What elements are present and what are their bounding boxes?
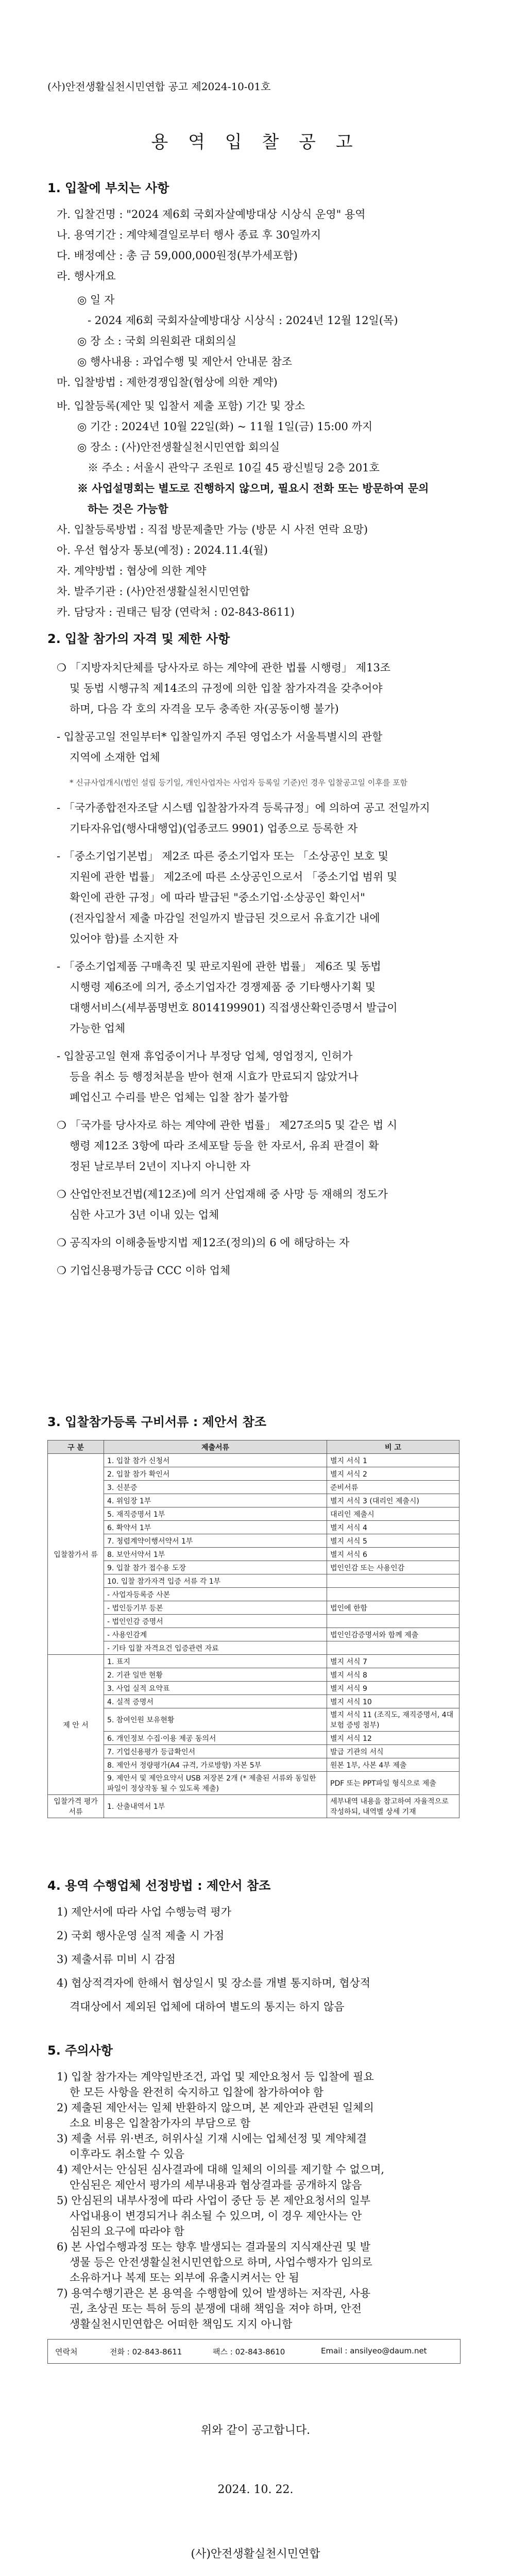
document-note: 별지 서식 3 (대리인 제출시) (327, 1494, 459, 1507)
document-note: 법인인감증명서와 함께 제출 (327, 1628, 459, 1641)
sec2-line: (전자입찰서 제출 마감일 전일까지 발급된 것으로서 유효기간 내에 (70, 912, 380, 924)
sec2-line: 및 동법 시행규칙 제14조의 규정에 의한 입찰 참가자격을 갖추어야 (70, 682, 383, 694)
document-note: 별지 서식 9 (327, 1682, 459, 1695)
sec1-line: 자. 계약방법 : 협상에 의한 계약 (57, 565, 207, 577)
sec3-heading: 3. 입찰참가등록 구비서류 : 제안서 참조 (47, 1415, 266, 1429)
document-item: 3. 사업 실적 요약표 (104, 1682, 327, 1695)
sec5-line: 생물 등은 안전생활실천시민연합으로 하며, 사업수행자가 임의로 (70, 2256, 372, 2268)
sec4-heading: 4. 용역 수행업체 선정방법 : 제안서 참조 (47, 1878, 271, 1893)
table-row (48, 1588, 459, 1601)
sec2-line: 대행서비스(세부품명번호 8014199901) 직접생산확인증명서 발급이 (70, 1002, 398, 1014)
document-item: - 사업자등록증 사본 (104, 1588, 327, 1601)
sec2-line: 등을 취소 등 행정처분을 받아 현재 시효가 만료되지 않았거나 (70, 1071, 359, 1083)
sec1-line: 다. 배정예산 : 총 금 59,000,000원정(부가세포함) (57, 249, 298, 262)
sec5-line: 한 모든 사항을 완전히 숙지하고 입찰에 참가하여야 함 (70, 2086, 324, 2098)
sec1-line: ◎ 장소 : (사)안전생활실천시민연합 회의실 (77, 441, 280, 453)
table-row (48, 1521, 459, 1534)
sec2-line: - 입찰공고일 현재 휴업중이거나 부정당 업체, 영업정지, 인허가 (57, 1050, 353, 1062)
sec1-line: 아. 우선 협상자 통보(예정) : 2024.11.4(월) (57, 544, 268, 556)
contact-email: Email : ansilyeo@daum.net (321, 2346, 427, 2355)
sec2-line: - 입찰공고일 전일부터* 입찰일까지 주된 영업소가 서울특별시의 관할 (57, 731, 383, 743)
document-item: 2. 입찰 참가 확인서 (104, 1467, 327, 1481)
sec1-heading: 1. 입찰에 부치는 사항 (47, 181, 169, 195)
sec4-line: 격대상에서 제외된 업체에 대하여 별도의 통지는 하지 않음 (70, 2001, 345, 2013)
sec1-line: 카. 담당자 : 권태근 팀장 (연락처 : 02-843-8611) (57, 606, 295, 618)
document-item: 9. 입찰 참가 접수용 도장 (104, 1561, 327, 1574)
sec2-line: 지역에 소재한 업체 (70, 751, 160, 764)
notice-number: (사)안전생활실천시민연합 공고 제2024-10-01호 (47, 80, 271, 93)
contact-fax: 팩스 : 02-843-8610 (213, 2347, 285, 2357)
sec5-line: 2) 제출된 제안서는 일체 반환하지 않으며, 본 제안과 관련된 일체의 (57, 2102, 374, 2114)
contact-phone: 전화 : 02-843-8611 (110, 2347, 182, 2357)
sec1-line: 나. 용역기간 : 계약체결일로부터 행사 종료 후 30일까지 (57, 229, 321, 241)
document-note: 별지 서식 2 (327, 1467, 459, 1481)
sec2-line: - 「중소기업기본법」 제2조 따른 중소기업자 또는 「소상공인 보호 및 (57, 850, 389, 862)
document-item: - 사용인감계 (104, 1628, 327, 1641)
document-item: 1. 표지 (104, 1655, 327, 1668)
sec5-line: 심된의 요구에 따라야 함 (70, 2225, 184, 2238)
group-name: 입찰참가서 류 (48, 1454, 104, 1655)
sec2-line: 확인에 관한 규정」에 따라 발급된 "중소기업·소상공인 확인서" (70, 891, 365, 904)
sec5-heading: 5. 주의사항 (47, 2043, 113, 2058)
document-item: 6. 확약서 1부 (104, 1521, 327, 1534)
document-item: 6. 개인정보 수집·이용 제공 동의서 (104, 1732, 327, 1745)
closing-date: 2024. 10. 22. (217, 2483, 294, 2496)
sec5-line: 소요 비용은 입찰참가자의 부담으로 함 (70, 2117, 251, 2129)
sec5-line: 생활실천시민연합은 어떠한 책임도 지지 아니함 (70, 2318, 293, 2330)
contact-box (47, 2339, 461, 2364)
document-note: 대리인 제출시 (327, 1507, 459, 1521)
sec4-line: 2) 국회 행사운영 실적 제출 시 가점 (57, 1929, 225, 1942)
table-row (48, 1758, 459, 1772)
document-note: 법인인감 또는 사용인감 (327, 1561, 459, 1574)
group-name: 입찰가격 평가서류 (48, 1795, 104, 1818)
sec5-line: 1) 입찰 참가자는 계약일반조건, 과업 및 제안요청서 등 입찰에 필요 (57, 2071, 374, 2083)
document-note (327, 1641, 459, 1655)
sec1-line: 바. 입찰등록(제안 및 입찰서 제출 포함) 기간 및 장소 (57, 400, 305, 412)
sec2-line: 심한 사고가 3년 이내 있는 업체 (70, 1209, 219, 1221)
document-note (327, 1574, 459, 1588)
document-item: 1. 산출내역서 1부 (104, 1795, 327, 1818)
document-item: - 기타 입찰 자격요건 입증관련 자료 (104, 1641, 327, 1655)
table-row (48, 1574, 459, 1588)
document-note: PDF 또는 PPT파일 형식으로 제출 (327, 1772, 459, 1795)
sec2-line: ❍ 공직자의 이해충돌방지법 제12조(정의)의 6 에 해당하는 자 (57, 1236, 350, 1249)
document-item: 5. 참여인원 보유현황 (104, 1708, 327, 1732)
document-item: 7. 청렴계약이행서약서 1부 (104, 1534, 327, 1548)
sec5-line: 안심된은 제안서 평가의 세부내용과 협상결과를 공개하지 않음 (70, 2179, 362, 2191)
document-note: 법인에 한함 (327, 1601, 459, 1615)
table-row (48, 1745, 459, 1758)
table-row (48, 1668, 459, 1682)
document-item: 4. 위임장 1부 (104, 1494, 327, 1507)
table-row (48, 1695, 459, 1708)
document-note: 별지 서식 5 (327, 1534, 459, 1548)
document-note: 별지 서식 1 (327, 1454, 459, 1467)
sec2-line: 있어야 함)를 소지한 자 (70, 933, 178, 945)
document-item: - 법인인감 증명서 (104, 1615, 327, 1628)
document-item: 10. 입찰 참가자격 입증 서류 각 1부 (104, 1574, 327, 1588)
sec1-line: ◎ 행사내용 : 과업수행 및 제안서 안내문 참조 (77, 355, 292, 368)
table-row (48, 1732, 459, 1745)
sec2-line: 가능한 업체 (70, 1022, 126, 1035)
table-row (48, 1467, 459, 1481)
document-item: 1. 입찰 참가 신청서 (104, 1454, 327, 1467)
sec1-line: ※ 사업설명회는 별도로 진행하지 않으며, 필요시 전화 또는 방문하여 문의 (77, 482, 429, 495)
sec1-line: 가. 입찰건명 : "2024 제6회 국회자살예방대상 시상식 운영" 용역 (57, 208, 366, 221)
sec5-line: 권, 초상권 또는 특허 등의 분쟁에 대해 책임을 져야 하며, 안전 (70, 2302, 362, 2315)
sec4-line: 4) 협상적격자에 한해서 협상일시 및 장소를 개별 통지하며, 협상적 (57, 1977, 371, 1989)
document-note: 별지 서식 8 (327, 1668, 459, 1682)
sec1-line: 차. 발주기관 : (사)안전생활실천시민연합 (57, 585, 250, 598)
table-row (48, 1682, 459, 1695)
sec1-line: ◎ 기간 : 2024년 10월 22일(화) ~ 11월 1일(금) 15:00 까지 (77, 420, 373, 433)
document-note: 세부내역 내용을 참고하여 자율적으로 작성하되, 내역별 상세 기재 (327, 1795, 459, 1818)
sec2-line: ❍ 산업안전보건법(제12조)에 의거 산업재해 중 사망 등 재해의 정도가 (57, 1188, 388, 1200)
sec2-line: ❍ 「지방자치단체를 당사자로 하는 계약에 관한 법률 시행령」 제13조 (57, 662, 391, 674)
table-row (48, 1795, 459, 1818)
document-item: 7. 기업신용평가 등급확인서 (104, 1745, 327, 1758)
document-note: 별지 서식 7 (327, 1655, 459, 1668)
sec1-line: 마. 입찰방법 : 제한경쟁입찰(협상에 의한 계약) (57, 376, 278, 388)
document-note: 별지 서식 11 (조직도, 재직증명서, 4대보험 증빙 첨부) (327, 1708, 459, 1732)
document-item: 3. 신분증 (104, 1481, 327, 1494)
sec2-line: 하며, 다음 각 호의 자격을 모두 충족한 자(공동이행 불가) (70, 703, 339, 715)
sec2-line: 정된 날로부터 2년이 지나지 아니한 자 (70, 1160, 251, 1173)
table-row (48, 1561, 459, 1574)
sec5-line: 6) 본 사업수행과정 또는 향후 발생되는 결과물의 지식재산권 및 발 (57, 2241, 371, 2253)
document-note: 별지 서식 10 (327, 1695, 459, 1708)
sec1-line: 하는 것은 가능함 (88, 502, 168, 515)
table-row (48, 1507, 459, 1521)
document-note: 준비서류 (327, 1481, 459, 1494)
sec5-line: 소유하거나 복제 또는 외부에 유출시켜서는 안 됨 (70, 2272, 299, 2284)
sec1-line: 사. 입찰등록방법 : 직접 방문제출만 가능 (방문 시 사전 연락 요망) (57, 523, 368, 536)
sec5-line: 3) 제출 서류 위·변조, 허위사실 기재 시에는 업체선정 및 계약체결 (57, 2132, 367, 2145)
document-item: - 법인등기부 등본 (104, 1601, 327, 1615)
col-header: 제출서류 (104, 1440, 327, 1454)
table-row (48, 1481, 459, 1494)
table-row (48, 1772, 459, 1795)
document-note: 별지 서식 6 (327, 1548, 459, 1561)
sec2-line: 시행령 제6조에 의거, 중소기업자간 경쟁제품 중 기타행사기획 및 (70, 981, 376, 993)
document-item: 5. 재직증명서 1부 (104, 1507, 327, 1521)
sec2-line: - 「국가종합전자조달 시스템 입찰참가자격 등록규정」에 의하여 공고 전일까지 (57, 802, 430, 814)
table-row (48, 1601, 459, 1615)
sec5-line: 사업내용이 변경되거나 취소될 수 있으며, 이 경우 제안사는 안 (70, 2210, 362, 2222)
documents-table (47, 1440, 459, 1818)
sec5-line: 7) 용역수행기관은 본 용역을 수행함에 있어 발생하는 저작권, 사용 (57, 2287, 371, 2299)
document-note: 원본 1부, 사본 4부 제출 (327, 1758, 459, 1772)
doc-title: 용 역 입 찰 공 고 (151, 132, 360, 152)
closing-line: 위와 같이 공고합니다. (200, 2424, 311, 2437)
sec5-line: 4) 제안서는 안심된 심사결과에 대해 일체의 이의를 제기할 수 없으며, (57, 2163, 385, 2176)
document-item: 4. 실적 증명서 (104, 1695, 327, 1708)
table-row (48, 1494, 459, 1507)
sec1-line: - 2024 제6회 국회자살예방대상 시상식 : 2024년 12월 12일(목) (88, 314, 398, 327)
document-item: 8. 보안서약서 1부 (104, 1548, 327, 1561)
sec2-line: 지원에 관한 법률」 제2조에 따른 소상공인으로서 「중소기업 범위 및 (70, 871, 398, 883)
sec4-line: 3) 제출서류 미비 시 감점 (57, 1953, 176, 1965)
document-note (327, 1615, 459, 1628)
sec5-line: 이후라도 취소할 수 있음 (70, 2148, 184, 2160)
sec1-line: ◎ 일 자 (77, 294, 115, 306)
document-item: 2. 기관 일반 현황 (104, 1668, 327, 1682)
sec2-line: 기타자유업(행사대행업)(업종코드 9901) 업종으로 등록한 자 (70, 822, 358, 835)
table-row (48, 1454, 459, 1467)
sec1-line: 라. 행사개요 (57, 270, 116, 282)
document-item: 9. 제안서 및 제안요약서 USB 저장본 2개 (* 제출된 서류와 동일한 파일이 정상작동 될 수 있도록 제출) (104, 1772, 327, 1795)
document-note: 발급 기관의 서식 (327, 1745, 459, 1758)
col-header: 비 고 (327, 1440, 459, 1454)
sec1-line: ◎ 장 소 : 국회 의원회관 대회의실 (77, 335, 236, 347)
table-row (48, 1708, 459, 1732)
sec2-line: - 「중소기업제품 구매촉진 및 판로지원에 관한 법률」 제6조 및 동법 (57, 960, 381, 973)
table-row (48, 1641, 459, 1655)
document-note: 별지 서식 12 (327, 1732, 459, 1745)
sec1-line: ※ 주소 : 서울시 관악구 조원로 10길 45 광신빌딩 2층 201호 (88, 462, 380, 474)
table-row (48, 1615, 459, 1628)
group-name: 제 안 서 (48, 1655, 104, 1795)
document-note: 별지 서식 4 (327, 1521, 459, 1534)
sec2-line: ❍ 기업신용평가등급 CCC 이하 업체 (57, 1264, 231, 1277)
sec2-line: * 신규사업개시(법인 설립 등기일, 개인사업자는 사업자 등록일 기준)인 경우 입찰공고일 이후를 포함 (70, 778, 408, 787)
document-note (327, 1588, 459, 1601)
sec2-line: 폐업신고 수리를 받은 업체는 입찰 참가 불가함 (70, 1091, 289, 1104)
sec2-heading: 2. 입찰 참가의 자격 및 제한 사항 (47, 632, 230, 646)
sec5-line: 5) 안심된의 내부사정에 따라 사업이 중단 등 본 제안요청서의 일부 (57, 2194, 371, 2207)
table-row (48, 1534, 459, 1548)
document-item: 8. 제안서 정량평가(A4 규격, 가로방향) 자본 5부 (104, 1758, 327, 1772)
sec2-line: ❍ 「국가를 당사자로 하는 계약에 관한 법률」 제27조의5 및 같은 법 시 (57, 1119, 398, 1131)
table-row (48, 1548, 459, 1561)
sec2-line: 행령 제12조 3항에 따라 조세포탈 등을 한 자로서, 유죄 판결이 확 (70, 1140, 379, 1152)
contact-label: 연락처 (55, 2347, 78, 2357)
closing-org: (사)안전생활실천시민연합 (191, 2548, 320, 2561)
sec4-line: 1) 제안서에 따라 사업 수행능력 평가 (57, 1906, 231, 1918)
table-row (48, 1655, 459, 1668)
table-row (48, 1628, 459, 1641)
col-header: 구 분 (48, 1440, 104, 1454)
